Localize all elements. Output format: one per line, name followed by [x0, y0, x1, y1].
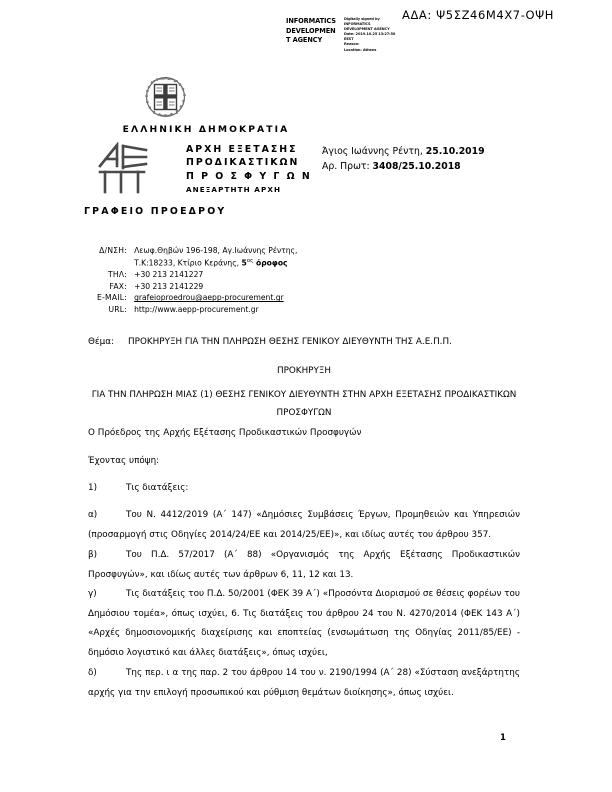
protocol-prefix: Αρ. Πρωτ:	[322, 161, 373, 173]
clause-alpha	[88, 506, 520, 545]
fax-value: +30 213 2141229	[134, 281, 204, 291]
signature-agency-name	[286, 17, 344, 46]
address-line-2-part-a: Τ.Κ:18233, Κτίριο Κεράνης,	[134, 258, 242, 268]
url-label: URL:	[108, 304, 128, 314]
subject-text: ΠΡΟΚΗΡΥΞΗ ΓΙΑ ΤΗΝ ΠΛΗΡΩΣΗ ΘΕΣΗΣ ΓΕΝΙΚΟΥ ΔΙΕΥΘΥΝΤΗ ΤΗΣ Α.Ε.Π.Π.	[128, 337, 452, 347]
clause-gamma-marker: γ)	[88, 589, 97, 599]
signature-detail-line-5: EEST	[344, 37, 354, 42]
address-line-1: Λεωφ.Θηβών 196-198, Αγ.Ιωάννης Ρέντης,	[134, 246, 298, 255]
having-in-view-label: Έχοντας υπόψη:	[88, 456, 160, 466]
signature-agency-line-1: INFORMATICS	[286, 17, 336, 25]
contact-row-email	[97, 292, 297, 303]
clause-beta-marker: β)	[88, 550, 98, 560]
url-link[interactable]: http://www.aepp-procurement.gr	[134, 304, 259, 314]
clause-gamma-text	[88, 585, 520, 663]
signature-details	[344, 17, 407, 53]
announcement-subtitle: ΓΙΑ ΤΗΝ ΠΛΗΡΩΣΗ ΜΙΑΣ (1) ΘΕΣΗΣ ΓΕΝΙΚΟΥ ΔΙΕΥΘΥΝΤΗ ΣΤΗΝ ΑΡΧΗ ΕΞΕΤΑΣΗΣ ΠΡΟΔΙΚΑΣΤΙΚΩΝ ΠΡΟΣΦΥΓΩΝ	[91, 390, 517, 418]
clause-delta	[88, 664, 520, 703]
contact-details	[97, 245, 297, 315]
authority-name-line-1: ΑΡΧΗ ΕΞΕΤΑΣΗΣ	[186, 144, 298, 155]
place-date-prefix: Άγιος Ιωάννης Ρέντη,	[322, 146, 426, 157]
greek-coat-of-arms-icon	[143, 76, 188, 122]
contact-row-url	[97, 304, 297, 315]
tel-label: ΤΗΛ:	[107, 270, 128, 280]
aepp-logo-icon	[97, 142, 161, 194]
address-label: Δ/ΝΣΗ:	[99, 246, 128, 255]
signature-detail-line-1: Digitally signed by	[344, 17, 380, 21]
signature-detail-line-7: Location: Athens	[344, 47, 377, 52]
list-item-1	[88, 483, 188, 493]
signature-detail-line-2: INFORMATICS	[344, 22, 371, 27]
place-date-line	[322, 144, 485, 159]
list-item-1-number: 1)	[88, 483, 98, 493]
issuer-line: Ο Πρόεδρος της Αρχής Εξέτασης Προδικαστικών Προσφυγών	[88, 428, 362, 438]
signature-agency-line-3: T AGENCY	[286, 36, 323, 45]
announcement-title: ΠΡΟΚΗΡΥΞΗ	[276, 366, 332, 376]
subject-label: Θέμα:	[88, 337, 115, 347]
tel-value: +30 213 2141227	[134, 270, 204, 280]
address-floor-number: 5	[241, 258, 247, 268]
list-item-1-text: Τις διατάξεις:	[126, 483, 189, 493]
signature-detail-line-3: DEVELOPMENT AGENCY	[344, 27, 390, 32]
address-line-2	[134, 256, 297, 269]
authority-name-line-4: ΑΝΕΞΑΡΤΗΤΗ ΑΡΧΗ	[186, 185, 282, 195]
digital-signature-stamp	[286, 17, 406, 57]
authority-name-line-2: ΠΡΟΔΙΚΑΣΤΙΚΩΝ	[186, 157, 300, 169]
address-line-2-part-b: όροφος	[253, 258, 288, 268]
email-link[interactable]: grafeioproedrou@aepp-procurement.gr	[134, 293, 284, 303]
place-date-value: 25.10.2019	[425, 146, 485, 157]
address-value	[134, 245, 297, 269]
clause-beta-text	[88, 546, 520, 585]
address-floor-ordinal: ος	[246, 258, 254, 265]
clause-delta-body: Της περ. ι α της παρ. 2 του άρθρου 14 του ν. 2190/1994 (Α΄ 28) «Σύσταση ανεξάρτητης αρχής για την επιλογή προσωπικού και ρύθμιση θεμάτων διοίκησης», όπως ισχύει.	[88, 668, 520, 698]
date-protocol-block	[322, 144, 485, 175]
protocol-value: 3408/25.10.2018	[372, 161, 461, 173]
clause-gamma	[88, 585, 520, 663]
authority-name-line-3: Π Ρ Ο Σ Φ Υ Γ Ω Ν	[186, 170, 312, 182]
authority-name	[186, 143, 312, 197]
contact-row-address	[97, 245, 297, 269]
page-number: 1	[500, 733, 506, 743]
clause-gamma-body: Τις διατάξεις του Π.Δ. 50/2001 (ΦΕΚ 39 Α΄) «Προσόντα Διορισμού σε θέσεις φορέων του Δημόσιου τομέα», όπως ισχύει, 6. Τις διατάξεις του άρθρου 24 του Ν. 4270/2014 (ΦΕΚ 143 Α΄) «Αρχές δημοσιονομικής διαχείρισης και εποπτείας (ενσωμάτωση της Οδηγίας 2011/85/ΕΕ) - δημόσιο λογιστικό και άλλες διατάξεις», όπως ισχύει,	[88, 589, 520, 658]
contact-row-tel	[97, 269, 297, 280]
fax-label: FAX:	[109, 281, 128, 291]
clause-beta	[88, 546, 520, 585]
clause-alpha-body: Του Ν. 4412/2019 (Α΄ 147) «Δημόσιες Συμβάσεις Έργων, Προμηθειών και Υπηρεσιών (προσαρμογή στις Οδηγίες 2014/24/ΕΕ και 2014/25/ΕΕ)», και ιδίως αυτές του άρθρου 357.	[88, 510, 520, 540]
ada-code: ΑΔΑ: Ψ5ΣΖ46Μ4Χ7-ΟΨΗ	[402, 8, 555, 22]
clause-alpha-text	[88, 506, 520, 545]
clause-alpha-marker: α)	[88, 510, 98, 520]
subject-line	[88, 337, 452, 347]
republic-title: ΕΛΛΗΝΙΚΗ ΔΗΜΟΚΡΑΤΙΑ	[122, 124, 290, 135]
protocol-line	[322, 159, 485, 174]
signature-agency-line-2: DEVELOPMEN	[286, 26, 336, 35]
clause-delta-marker: δ)	[88, 668, 97, 678]
signature-detail-line-4: Date: 2019.10.25 13:27:50	[344, 32, 396, 37]
clause-beta-body: Του Π.Δ. 57/2017 (Α΄ 88) «Οργανισμός της Αρχής Εξέτασης Προδικαστικών Προσφυγών», και ιδίως αυτές των άρθρων 6, 11, 12 και 13.	[88, 550, 520, 580]
clause-delta-text	[88, 664, 520, 703]
signature-detail-line-6: Reason:	[344, 42, 360, 47]
email-label: E-MAIL:	[97, 293, 128, 303]
office-title: ΓΡΑΦΕΙΟ ΠΡΟΕΔΡΟΥ	[84, 206, 227, 217]
contact-row-fax	[97, 281, 297, 292]
